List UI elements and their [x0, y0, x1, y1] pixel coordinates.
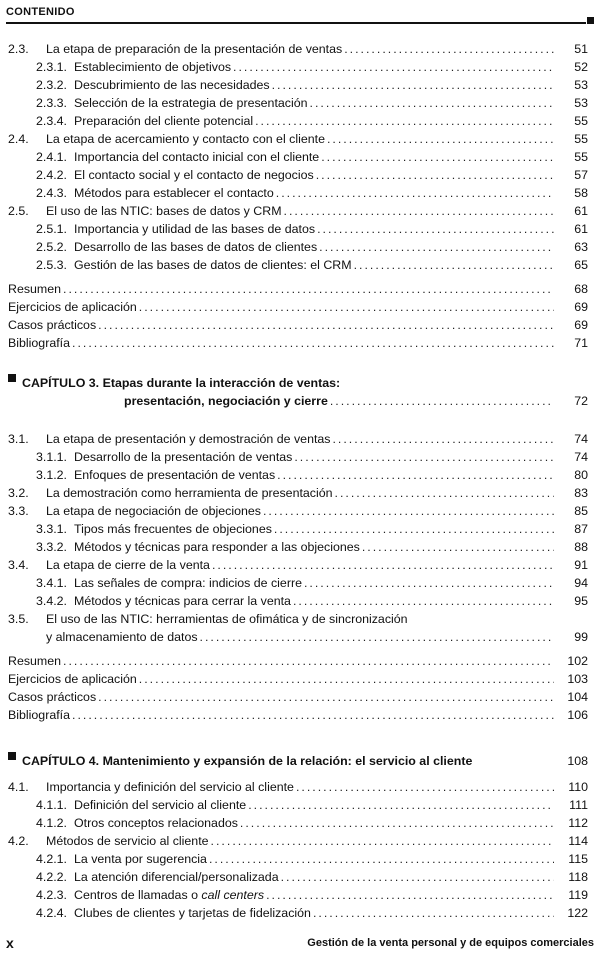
toc-entry	[36, 814, 588, 832]
toc-entry-title-text: Resumen	[8, 654, 62, 668]
toc-entry-page: 122	[567, 906, 588, 920]
toc-entry	[36, 238, 588, 256]
toc-entry-title	[8, 652, 61, 670]
toc-entry-title	[74, 466, 275, 484]
toc-entry-title-text: Establecimiento de objetivos	[74, 60, 232, 74]
leader-dots	[274, 520, 554, 538]
toc-entry-page: 51	[574, 42, 588, 56]
toc-entry-title	[46, 430, 330, 448]
header-square-mark	[587, 17, 594, 24]
toc-entry-title-text: Métodos de servicio al cliente	[46, 834, 209, 848]
toc-entry-number: 2.5.3.	[36, 258, 68, 272]
toc-entry-title-text: Bibliografía	[8, 708, 70, 722]
toc-entry-title-text: La etapa de preparación de la presentación de ventas	[46, 42, 343, 56]
toc-entry-number: 3.1.2.	[36, 468, 68, 482]
toc-entry-title	[8, 706, 70, 724]
toc-entry-title	[74, 148, 319, 166]
toc-entry-title	[8, 316, 96, 334]
toc-entry	[36, 466, 588, 484]
leader-dots	[277, 466, 554, 484]
leader-dots	[248, 796, 554, 814]
leader-dots	[240, 814, 554, 832]
toc-entry-number: 4.1.	[8, 780, 29, 794]
toc-entry-number: 2.3.3.	[36, 96, 68, 110]
toc-entry-number: 2.5.1.	[36, 222, 68, 236]
header-title: CONTENIDO	[6, 6, 75, 18]
toc-entry-page: 55	[574, 150, 588, 164]
toc-entry-page: 85	[574, 504, 588, 518]
toc-entry-page: 87	[574, 522, 588, 536]
toc-entry-title	[8, 334, 70, 352]
toc-entry	[8, 316, 588, 334]
toc-entry-title	[8, 280, 61, 298]
leader-dots	[255, 112, 554, 130]
toc-entry-number: 3.3.	[8, 504, 29, 518]
toc-entry-page: 118	[568, 870, 588, 884]
leader-dots	[281, 868, 554, 886]
toc-entry-title-text: Preparación del cliente potencial	[74, 114, 254, 128]
toc-entry-number: 4.2.1.	[36, 852, 68, 866]
toc-entry	[36, 58, 588, 76]
toc-entry-title	[74, 868, 279, 886]
toc-entry-page: 61	[574, 204, 588, 218]
toc-entry-title	[74, 58, 231, 76]
toc-entry-title-text: Enfoques de presentación de ventas	[74, 468, 276, 482]
toc-entry	[8, 484, 588, 502]
toc-entry	[36, 76, 588, 94]
toc-entry-page: 119	[568, 888, 588, 902]
toc-entry-title	[74, 520, 272, 538]
toc-entry	[36, 148, 588, 166]
leader-dots	[276, 184, 554, 202]
toc-entry-page: 53	[574, 96, 588, 110]
toc-entry-title-text: El contacto social y el contacto de negocios	[74, 168, 314, 182]
toc-entry-page: 114	[568, 834, 588, 848]
toc-entry-title-text: Métodos y técnicas para responder a las objeciones	[74, 540, 360, 554]
toc-entry	[8, 130, 588, 148]
toc-entry	[8, 556, 588, 574]
toc-entry-title-text: La etapa de cierre de la venta	[46, 558, 210, 572]
toc-entry-title	[46, 130, 325, 148]
toc-entry-title	[74, 166, 314, 184]
toc-entry-title-text: La atención diferencial/personalizada	[74, 870, 279, 884]
toc-entry-number: 4.1.1.	[36, 798, 68, 812]
toc-entry-number: 2.4.2.	[36, 168, 68, 182]
toc-entry	[36, 256, 588, 274]
toc-entry	[8, 280, 588, 298]
toc-entry	[8, 502, 588, 520]
toc-entry	[8, 334, 588, 352]
toc-entry-number: 4.2.2.	[36, 870, 68, 884]
toc-entry-number: 3.4.1.	[36, 576, 68, 590]
toc-entry-title	[74, 904, 311, 922]
toc-entry-title	[74, 796, 246, 814]
toc-entry	[8, 202, 588, 220]
toc-entry	[36, 94, 588, 112]
chapter-label: CAPÍTULO 4.	[22, 754, 100, 768]
toc-entry	[8, 628, 588, 646]
toc-entry	[36, 868, 588, 886]
toc-entry-number: 2.5.2.	[36, 240, 68, 254]
leader-dots	[317, 220, 554, 238]
leader-dots	[209, 850, 554, 868]
toc-entry-title-continued: y almacenamiento de datos	[46, 630, 198, 644]
leader-dots	[362, 538, 554, 556]
toc-entry-title-text: Casos prácticos	[8, 318, 97, 332]
toc-entry-number: 3.5.	[8, 612, 29, 626]
toc-entry-title	[74, 886, 264, 904]
leader-dots	[139, 298, 554, 316]
toc-entry-page: 83	[574, 486, 588, 500]
toc-entry	[8, 652, 588, 670]
toc-entry	[36, 904, 588, 922]
toc-entry-title-text: Métodos y técnicas para cerrar la venta	[74, 594, 291, 608]
toc-entry-title-text: Clubes de clientes y tarjetas de fidelización	[74, 906, 311, 920]
toc-entry-title	[74, 256, 352, 274]
toc-entry	[36, 796, 588, 814]
leader-dots	[335, 484, 554, 502]
toc-entry-number: 3.1.1.	[36, 450, 68, 464]
toc-entry-number: 4.2.	[8, 834, 29, 848]
chapter-title: Mantenimiento y expansión de la relación: el servicio al cliente	[102, 754, 473, 768]
toc-entry-number: 3.1.	[8, 432, 29, 446]
running-header	[6, 6, 594, 24]
toc-entry-title	[8, 298, 137, 316]
book-title: Gestión de la venta personal y de equipos comerciales	[307, 937, 594, 949]
toc-entry-page: 102	[567, 654, 588, 668]
toc-entry	[36, 886, 588, 904]
toc-entry-title	[74, 76, 270, 94]
toc-entry-title	[8, 688, 96, 706]
toc-entry-page: 91	[574, 558, 588, 572]
toc-entry-page: 69	[574, 318, 588, 332]
toc-entry	[36, 592, 588, 610]
toc-entry-title-text: El uso de las NTIC: bases de datos y CRM	[46, 204, 282, 218]
toc-entry-page: 63	[574, 240, 588, 254]
leader-dots	[284, 202, 554, 220]
toc-entry-number: 2.3.	[8, 42, 29, 56]
leader-dots	[319, 238, 554, 256]
leader-dots	[310, 94, 554, 112]
toc-entry-title	[74, 184, 274, 202]
toc-entry-title	[74, 850, 207, 868]
toc-entry-page: 112	[568, 816, 588, 830]
toc-entry-page: 104	[567, 690, 588, 704]
leader-dots	[200, 628, 554, 646]
chapter-heading-line	[124, 392, 588, 410]
toc-entry-page: 58	[574, 186, 588, 200]
toc-entry-title	[46, 556, 210, 574]
toc-entry-page: 103	[567, 672, 588, 686]
leader-dots	[321, 148, 554, 166]
toc-entry-title	[46, 832, 209, 850]
toc-entry-title-text: Importancia y utilidad de las bases de datos	[74, 222, 316, 236]
running-footer	[6, 935, 594, 953]
leader-dots	[332, 430, 554, 448]
toc-entry-number: 4.1.2.	[36, 816, 68, 830]
toc-entry-page: 74	[574, 432, 588, 446]
header-rule	[6, 22, 586, 24]
toc-entry-page: 99	[574, 630, 588, 644]
leader-dots	[316, 166, 554, 184]
chapter-heading-line	[8, 752, 588, 770]
chapter-title-continued: presentación, negociación y cierre	[124, 394, 328, 408]
toc-entry-line	[8, 610, 588, 628]
toc-entry-number: 3.4.	[8, 558, 29, 572]
toc-entry	[36, 448, 588, 466]
leader-dots	[313, 904, 554, 922]
toc-entry-title	[74, 592, 291, 610]
toc-entry	[36, 520, 588, 538]
leader-dots	[354, 256, 554, 274]
toc-entry	[36, 166, 588, 184]
toc-entry	[8, 298, 588, 316]
toc-entry-page: 71	[574, 336, 588, 350]
toc-entry-title	[74, 814, 238, 832]
leader-dots	[296, 778, 554, 796]
page-number: x	[6, 935, 14, 951]
chapter-heading-line	[8, 374, 588, 392]
toc-entry-number: 3.3.2.	[36, 540, 68, 554]
toc-entry	[36, 220, 588, 238]
toc-entry-title-text: Desarrollo de las bases de datos de clientes	[74, 240, 318, 254]
toc-entry-number: 3.2.	[8, 486, 29, 500]
leader-dots	[476, 752, 554, 770]
toc-entry-title-text: La venta por sugerencia	[74, 852, 207, 866]
leader-dots	[212, 556, 554, 574]
leader-dots	[272, 76, 554, 94]
toc-entry-title-text: Métodos para establecer el contacto	[74, 186, 274, 200]
toc-entry-title-text: La etapa de negociación de objeciones	[46, 504, 261, 518]
toc-entry-title	[74, 238, 317, 256]
toc-entry	[8, 706, 588, 724]
toc-entry-page: 111	[569, 798, 588, 812]
chapter-heading	[8, 752, 588, 770]
toc-entry-title-text: Gestión de las bases de datos de clientes: el CRM	[74, 258, 352, 272]
toc-entry-title	[46, 40, 342, 58]
leader-dots	[211, 832, 554, 850]
toc-entry-title	[46, 778, 294, 796]
toc-entry-page: 69	[574, 300, 588, 314]
toc-entry	[36, 538, 588, 556]
leader-dots	[63, 652, 554, 670]
toc-entry-title-text: La etapa de acercamiento y contacto con el cliente	[46, 132, 325, 146]
toc-entry-title	[74, 94, 308, 112]
leader-dots	[304, 574, 554, 592]
leader-dots	[293, 592, 554, 610]
toc-entry-page: 53	[574, 78, 588, 92]
toc-entry-title-text: Bibliografía	[8, 336, 70, 350]
leader-dots	[233, 58, 554, 76]
leader-dots	[72, 706, 554, 724]
toc-entry	[36, 184, 588, 202]
toc-entry-title-text: Desarrollo de la presentación de ventas	[74, 450, 293, 464]
toc-entry-page: 110	[568, 780, 588, 794]
toc-entry	[8, 778, 588, 796]
toc-entry	[36, 574, 588, 592]
toc-entry-number: 4.2.3.	[36, 888, 68, 902]
toc-entry-title	[46, 484, 333, 502]
toc-entry-title-text: Centros de llamadas o	[74, 888, 202, 902]
toc-entry-title	[74, 220, 315, 238]
leader-dots	[344, 40, 554, 58]
toc-entry-number: 2.4.3.	[36, 186, 68, 200]
toc-entry-title-text: La etapa de presentación y demostración de ventas	[46, 432, 331, 446]
leader-dots	[263, 502, 554, 520]
chapter-page: 108	[567, 754, 588, 768]
toc-entry-page: 74	[574, 450, 588, 464]
toc-entry-number: 2.3.4.	[36, 114, 68, 128]
toc-entry-title-text: Tipos más frecuentes de objeciones	[74, 522, 272, 536]
toc-entry-title-text: Ejercicios de aplicación	[8, 300, 137, 314]
toc-entry-number: 4.2.4.	[36, 906, 68, 920]
toc-entry-title-text: Definición del servicio al cliente	[74, 798, 247, 812]
toc-entry-title-text: La demostración como herramienta de presentación	[46, 486, 333, 500]
toc-entry-page: 57	[574, 168, 588, 182]
leader-dots	[266, 886, 554, 904]
chapter-page: 72	[574, 394, 588, 408]
toc-entry-title-text: Importancia y definición del servicio al cliente	[46, 780, 294, 794]
toc-entry-title	[46, 502, 261, 520]
toc-entry-title	[74, 112, 253, 130]
leader-dots	[294, 448, 554, 466]
toc-entry-page: 52	[574, 60, 588, 74]
toc-entry-page: 106	[567, 708, 588, 722]
toc-entry	[36, 850, 588, 868]
toc-entry-page: 80	[574, 468, 588, 482]
chapter-label: CAPÍTULO 3.	[22, 376, 100, 390]
chapter-title: Etapas durante la interacción de ventas:	[102, 376, 341, 390]
toc-entry-page: 55	[574, 114, 588, 128]
toc-entry-page: 88	[574, 540, 588, 554]
toc-entry-title	[8, 670, 137, 688]
toc-entry-title	[74, 574, 302, 592]
toc-entry-title	[46, 202, 282, 220]
toc-entry-title-text: Ejercicios de aplicación	[8, 672, 137, 686]
chapter-bullet-icon	[8, 752, 16, 760]
toc-entry-title-text: Casos prácticos	[8, 690, 97, 704]
leader-dots	[98, 316, 554, 334]
toc-entry-number: 2.5.	[8, 204, 29, 218]
chapter-bullet-icon	[8, 374, 16, 382]
toc-entry-title-text: Las señales de compra: indicios de cierre	[74, 576, 302, 590]
toc-entry-number: 2.4.	[8, 132, 29, 146]
toc-entry-title: El uso de las NTIC: herramientas de ofimática y de sincronización	[46, 612, 408, 626]
toc-entry-page: 95	[574, 594, 588, 608]
leader-dots	[330, 392, 554, 410]
toc-entry-page: 94	[574, 576, 588, 590]
leader-dots	[63, 280, 554, 298]
toc-entry-title-text: Resumen	[8, 282, 62, 296]
toc-entry-number: 2.3.1.	[36, 60, 68, 74]
toc-entry	[8, 430, 588, 448]
toc-entry-number: 3.4.2.	[36, 594, 68, 608]
toc-entry-page: 68	[574, 282, 588, 296]
chapter-heading	[8, 374, 588, 392]
toc-entry	[8, 688, 588, 706]
leader-dots	[72, 334, 554, 352]
toc-entry-page: 115	[568, 852, 588, 866]
toc-entry-title	[74, 448, 292, 466]
toc-entry-title-text: Importancia del contacto inicial con el cliente	[74, 150, 320, 164]
toc-entry-number: 3.3.1.	[36, 522, 68, 536]
toc-entry	[8, 670, 588, 688]
toc-entry-number: 2.3.2.	[36, 78, 68, 92]
toc-entry-title	[74, 538, 360, 556]
toc-entry-number: 2.4.1.	[36, 150, 68, 164]
toc-entry-title-emphasis: call centers	[201, 888, 265, 902]
leader-dots	[139, 670, 554, 688]
toc-entry-page: 55	[574, 132, 588, 146]
toc-entry-title-text: Otros conceptos relacionados	[74, 816, 238, 830]
toc-entry-page: 65	[574, 258, 588, 272]
toc-entry-title-text: Descubrimiento de las necesidades	[74, 78, 270, 92]
toc-entry	[36, 112, 588, 130]
toc-entry	[8, 832, 588, 850]
leader-dots	[98, 688, 554, 706]
toc-entry-title-text: Selección de la estrategia de presentación	[74, 96, 308, 110]
leader-dots	[327, 130, 554, 148]
toc-entry-page: 61	[574, 222, 588, 236]
toc-entry	[8, 40, 588, 58]
